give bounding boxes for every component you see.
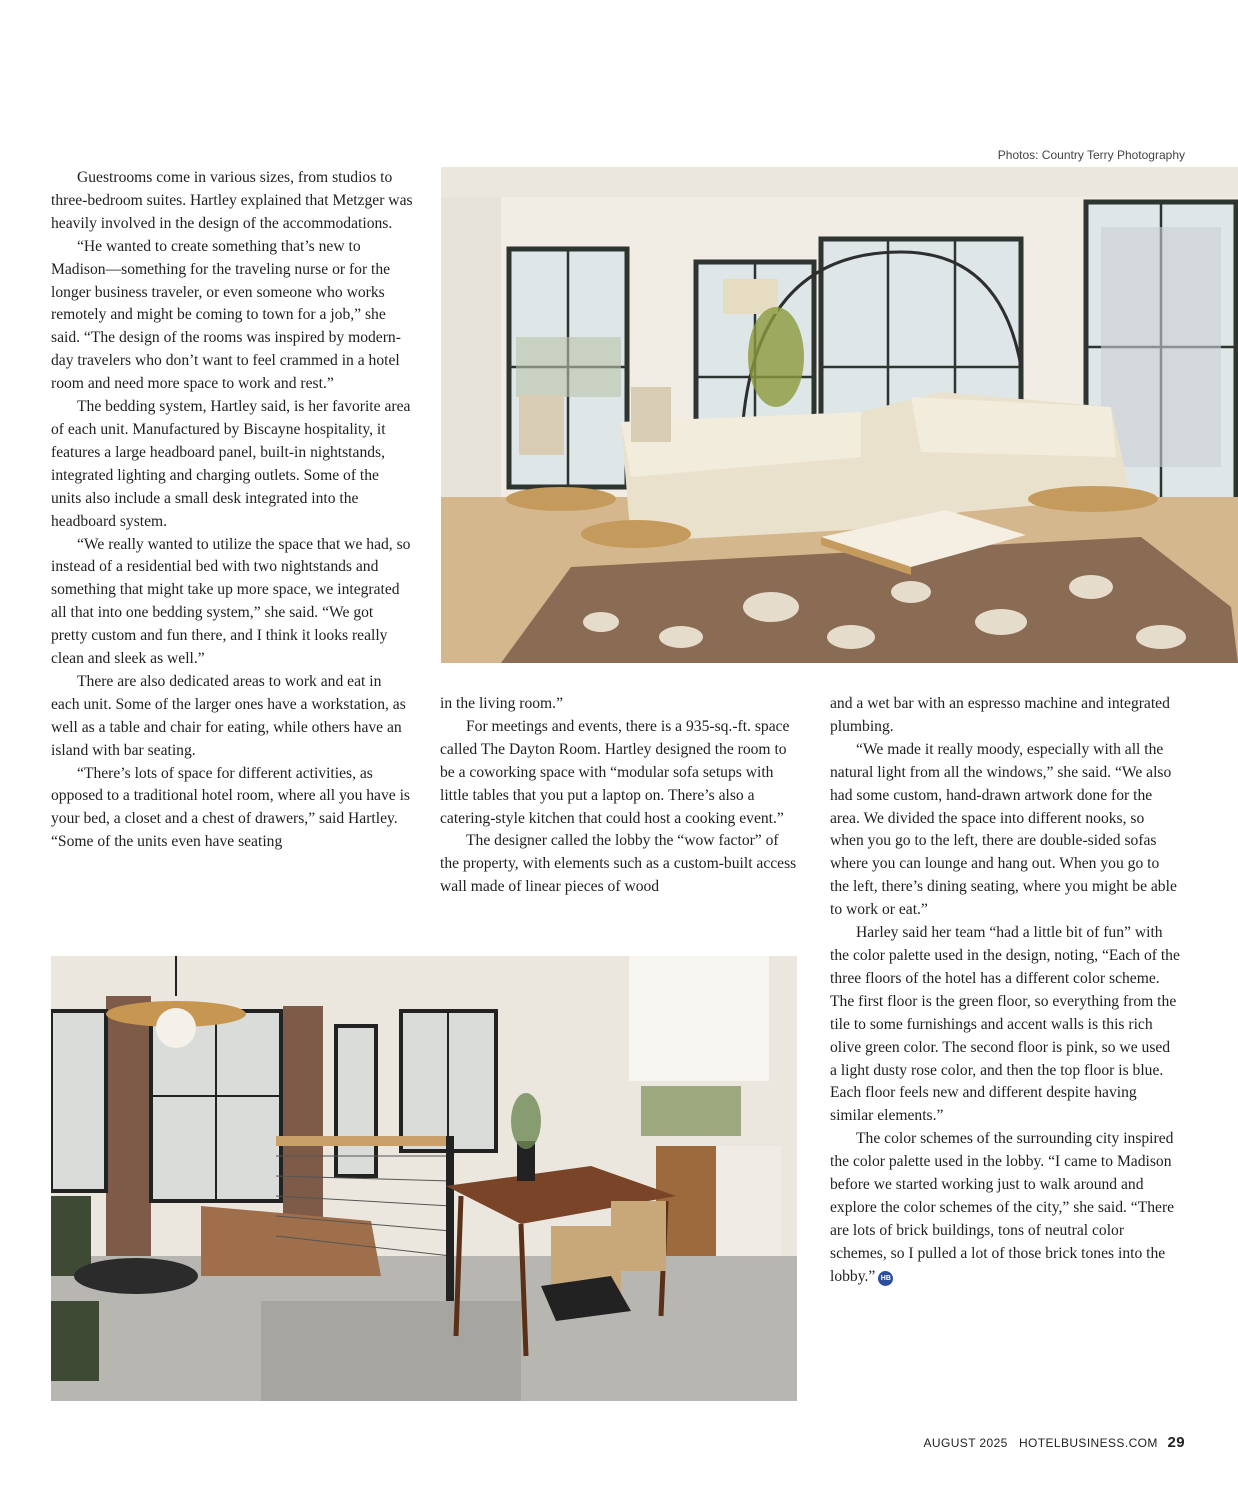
article-column-3 (830, 693, 1180, 1289)
paragraph: “We really wanted to utilize the space that we had, so instead of a residential bed with two nightstands and something that might take up more space, we integrated all that into one bedding system,” she said. “We got pretty custom and fun there, and I think it looks really clean and sleek as well.” (51, 535, 411, 668)
dining-area-photo (51, 956, 797, 1401)
paragraph: and a wet bar with an espresso machine and integrated plumbing. (830, 695, 1170, 735)
paragraph: “There’s lots of space for different activities, as opposed to a traditional hotel room, where all you have is your bed, a closet and a chest of drawers,” said Hartley. “Some of the units even have seating (51, 764, 410, 851)
photo-credit: Photos: Country Terry Photography (997, 148, 1185, 162)
page-folio (924, 1434, 1185, 1451)
paragraph: The designer called the lobby the “wow factor” of the property, with elements such as a custom-built access wall made of linear pieces of wood (440, 832, 797, 896)
paragraph: Guestrooms come in various sizes, from studios to three-bedroom suites. Hartley explained that Metzger was heavily involved in the design of the accommodations. (51, 169, 413, 232)
issue-date: AUGUST 2025 (923, 1436, 1008, 1450)
paragraph: “He wanted to create something that’s new to Madison—something for the traveling nurse or for the longer business traveler, or even someone who works remotely and might be coming to town for a job,” she said. “The design of the rooms was inspired by modern-day travelers who don’t want to feel crammed in a hotel room and need more space to work and rest.” (51, 237, 401, 393)
article-column-2 (440, 693, 800, 899)
publication-site: HOTELBUSINESS.COM (1018, 1436, 1158, 1450)
paragraph-text: The color schemes of the surrounding city inspired the color palette used in the lobby. “I came to Madison before we started working just to walk around and explore the color schemes of the city,” she said. “There are lots of brick buildings, tons of neutral color schemes, so I pulled a lot of those brick tones into the lobby.” (830, 1130, 1175, 1285)
paragraph: The bedding system, Hartley said, is her favorite area of each unit. Manufactured by Biscayne hospitality, it features a large headboard panel, built-in nightstands, integrated lighting and charging outlets. Some of the units also include a small desk integrated into the headboard system. (51, 398, 411, 530)
page-number: 29 (1167, 1434, 1185, 1451)
hb-end-mark-icon: HB (878, 1271, 893, 1286)
paragraph: in the living room.” (440, 695, 563, 712)
paragraph (830, 1128, 1180, 1288)
living-room-photo (441, 167, 1238, 663)
paragraph: For meetings and events, there is a 935-sq.-ft. space called The Dayton Room. Hartley designed the room to be a coworking space with “modular sofa setups with little tables that you put a laptop on. There’s also a catering-style kitchen that could host a cooking event.” (440, 717, 790, 827)
article-column-1 (51, 167, 413, 854)
paragraph: There are also dedicated areas to work and eat in each unit. Some of the larger ones have a workstation, as well as a table and chair for eating, while others have an island with bar seating. (51, 672, 406, 759)
paragraph: “We made it really moody, especially with all the natural light from all the windows,” she said. “We also had some custom, hand-drawn artwork done for the area. We divided the space into different nooks, so when you go to the left, there are double-sided sofas where you can lounge and hang out. When you go to the left, there’s dining seating, where you might be able to work or eat.” (830, 740, 1177, 919)
paragraph: Harley said her team “had a little bit of fun” with the color palette used in the design, noting, “Each of the three floors of the hotel has a different color scheme. The first floor is the green floor, so everything from the tile to some furnishings and accent walls is this rich olive green color. The second floor is pink, so we used a light dusty rose color, and then the top floor is blue. Each floor feels new and different despite having similar elements.” (830, 924, 1180, 1125)
